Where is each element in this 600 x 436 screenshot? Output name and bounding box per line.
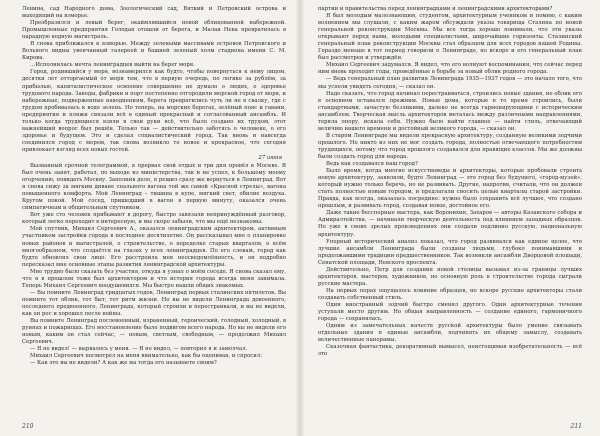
paragraph: Ленина, сад Народного дома, Зоологический сад, Вяткий и Петровский острова и выходящий на взморье. (22, 6, 286, 20)
date-heading: 27 июня (258, 154, 282, 161)
paragraph: Я был молодым малознающим, студентом, архитектурным учеником и помню, с каким волнением мы слушали, с каким жаром обсуждали указы товарища Сталина по новой генеральной реконструкции Москвы. Мы все тогда хорошо понимали, что эти указы открывают перед нами, молодыми специалистами, широчайшие горизонты. Сталинский генеральный план реконструкции Москвы стал образцом для всех городов нашей Родины. Гораздо меньше в тот период говорили о Ленинграде, но вскоре и его генеральный план был рассмотрен и утверждён. (318, 13, 582, 62)
paragraph: Я снова приближался к взморью. Между зелеными массивами островов Петровского и Вольного видны увенчанный галереей и башней зеленый холм стадиона имени С. М. Кирова. (22, 41, 286, 62)
page-number-right: 211 (570, 423, 582, 430)
right-page-text (318, 6, 582, 358)
paragraph: Сказочная фантастика, декоративный вымысел, неистощимая изобретательность — всё это (318, 344, 582, 358)
paragraph: — Как это вы не видели? А как же вы тогда его называете своим? (30, 360, 217, 367)
paragraph: Вы помните Ленинград послевоенный, израненный, героический, голодный, холодный, в руинах и пожарищах. Его восстановление было подвигом всего народа. Но вы не видели его новым, каким он стал сейчас, — новым, светлым, свободным, — продолжил Михаил Сергеевич. (22, 318, 286, 346)
paragraph: Город, родившийся у моря, вознамерился как будто, чтобы повернуться к нему лицом, десятки лет отторгаемый от моря тем, что в первую очередь, по логике за рублём, за прибылью, капиталистическое освоение совершенно не думало о людях, о здоровье трудового народа. Заводы, фабрики и порт постепенно отгородили морской город от моря, и набережные, подверженные наводнениям, берега превратились чуть ли не в свалку, где с трудом пробивалась к воде зелень. Но теперь, на морских берегах, зелёный пояс и гавани, предприятия и пляжи связали всё в единый прекрасный и согласованный ансамбль. И только когда трудящиеся взяли в свои руки всё, что было создано их трудом, этот важнейший вопрос был решён. Только так — действительно заботясь о человеке, о его здоровье и будущем. Это и сделал социалистический город. Так вновь и навсегда соединился город с морем, так снова возникло то новое и прекрасное, что сегодня привлекает взгляд всех новых гостей. (22, 69, 286, 153)
paragraph: Надо сказать, что город начинал перестраиваться, строились новые здания, но облик его в основном оставался прежним. Новые дома, которые в то время строились, были стандартными, зачастую безликими, далеко не всегда гармонирующими с историческим ансамблем. Творческая мысль архитекторов металась между различными направлениями, теряла опору, искала себя. Нужно было найти главное — найти стиль, отвечающий величию нашего времени и достойный великого города, — сказал он. (318, 90, 582, 132)
paragraph: Михаил Сергеевич задумался. Я видел, что его волнуют воспоминания, что сейчас перед ним вновь проходят годы, проведённые в борьбе за новый облик родного города. (318, 62, 582, 76)
page-number-left: 210 (22, 423, 34, 430)
paragraph: Одним из замечательных качеств русской архитектуры было умение связывать отдельные здания в единые ансамбли, подчинять их общему замыслу, создавать величественные панорамы. (318, 323, 582, 344)
paragraph: Вот уже сто человек прибывают в дорогу, быстро завязали непринуждённый разговор, который легко переходит в интересную, и мы скоро забыли, что мы ещё незнакомы. (22, 212, 286, 226)
paragraph: Один иностранный зодчий быстро сменял другого. Одни архитектурные течения уступали место другим. Но общая направленность — создание единого, гармоничного города — сохранялась. (318, 301, 582, 323)
paragraph: Мне трудно было сказать без участия, откуда я узнал о моём соседе. Я снова сказал ему, что я в прошлом тоже был архитектором и что история города всегда меня занимала. Теперь Михаил Сергеевич воодушевился. Мы быстро нашли общих знакомых. (22, 268, 286, 289)
paragraph: …Исполнилась мечта ленинградцев выйти на берег моря. (30, 62, 195, 69)
left-page-text (22, 6, 286, 367)
paragraph: Действительно, Петр для создания новой столицы вызывал из-за границы лучших архитекторов, мастеров, художников, но основную роль в строительстве города сыграли русские мастера. (318, 266, 582, 287)
paragraph: В старом Ленинграде мы видели прекрасную архитектуру, созданную великими зодчими прошлого. Но никто из них не мог создать города, полностью отвечающего потребностям трудящихся, потому что город прошлого создавался для правящих классов. Мы же должны были создать город для народа. (318, 132, 582, 160)
paragraph: — Ведь генеральный план развития Ленинграда 1935—1937 годов — это начало того, что мы успели увидеть сегодня, — сказал он. (318, 76, 582, 90)
paragraph: Даже такие бесспорные мастера, как Воронихин, Захаров — авторы Казанского собора и Адмиралтейства, — начинали творческую деятельность под влиянием западных образцов. Но уже в своих зрелых произведениях они создали подлинно русскую, национальную архитектуру. (318, 210, 582, 238)
paragraph: Преобразился и левый берег, окаймлявшийся новой облицованной набережной. Промышленные предприятия Голодая отошли от берега, и Малая Нева превратилась в парадную водную магистраль. (22, 20, 286, 41)
paragraph: Упорный исторический анализ показал, что город развивался как единое целое, что лучшие ансамбли Ленинграда были созданы людьми, глубоко понимавшими и продолжавшими традиции предшественников. Так возникли ансамбли Дворцовой площади, Сенатской площади, Невского проспекта. (318, 238, 582, 266)
paragraph: Мой спутник, Михаил Сергеевич А., оказался ленинградским архитектором, активным участником застройки города в последнее десятилетие. Он рассказывал мне о планировке новых районов и магистралей, о строительстве, о переделке старых кварталов, о всём многообразном, что создаётся на глазах у всех ленинградцев. По его словам, город как будто обновлял свои лицо. Его расстроила моя неосведомлённость, и он подробно пересказал мне основные этапы развития ленинградской архитектуры. (22, 226, 286, 268)
paragraph: На первых порах ощущалось влияние образцов, но вскоре русские архитекторы стали создавать собственный стиль. (318, 287, 582, 301)
paragraph: Вызванный срочной телеграммой, я прервал свой отдых и три дня провёл в Москве. Я был очень занят, работал, по выходе из министерства, так и не успел, к большому моему огорчению, повидать Москву. Заполнив дело, я решил сразу же вернуться в Ленинград. Вот я снова сижу за мягким диване спального вагона той же самой «Красной стрелы», вагона повышенного комфорта. Мой Ленинград – тишина в купе, мягкий свет, обилие воздуха. Кругом покой. Мой сосед, пришедший в вагон в первую минуту, оказался очень симпатичным и общительным спутником. (22, 162, 286, 212)
paragraph: Ведь как создавался наш город? (326, 161, 418, 168)
paragraph: партии и правительства перед ленинградцами и ленинградскими архитекторами? (318, 6, 553, 12)
paragraph: Михаил Сергеевич посмотрел на меня внимательно, как бы оценивая, и спросил: (30, 353, 263, 360)
right-page (300, 0, 600, 436)
paragraph: — Я не видел! — вырвалось у меня. — Я не видел, — повторил я и замолчал. (30, 346, 248, 353)
paragraph: Было время, когда многие искусствоведы и архитекторы, которые пробовали строить новую архитектуру, заявляли, будто Ленинград — это город без будущего, «город-музей», который нужно только беречь, но не развивать. Другие, напротив, считали, что он должен стать полностью новым городом, и предлагали сносить целые кварталы старой застройки. Правда, как всегда, оказалась посредине: нужно было сохранить всё лучшее, что создано прошлым, и развивать город, создавая новое, достойное его. (318, 168, 582, 210)
paragraph: — Вы помните Ленинград тридцатых годов, Ленинград первых сталинских пятилеток. Вы помните тот облик, тот быт, тот ритм жизни. Но вы не видели Ленинграда довоенного, последнего предвоенного, Ленинграда, который строили и перестраивали, и вы не видели, как он рос и хорошел после войны. (22, 289, 286, 317)
